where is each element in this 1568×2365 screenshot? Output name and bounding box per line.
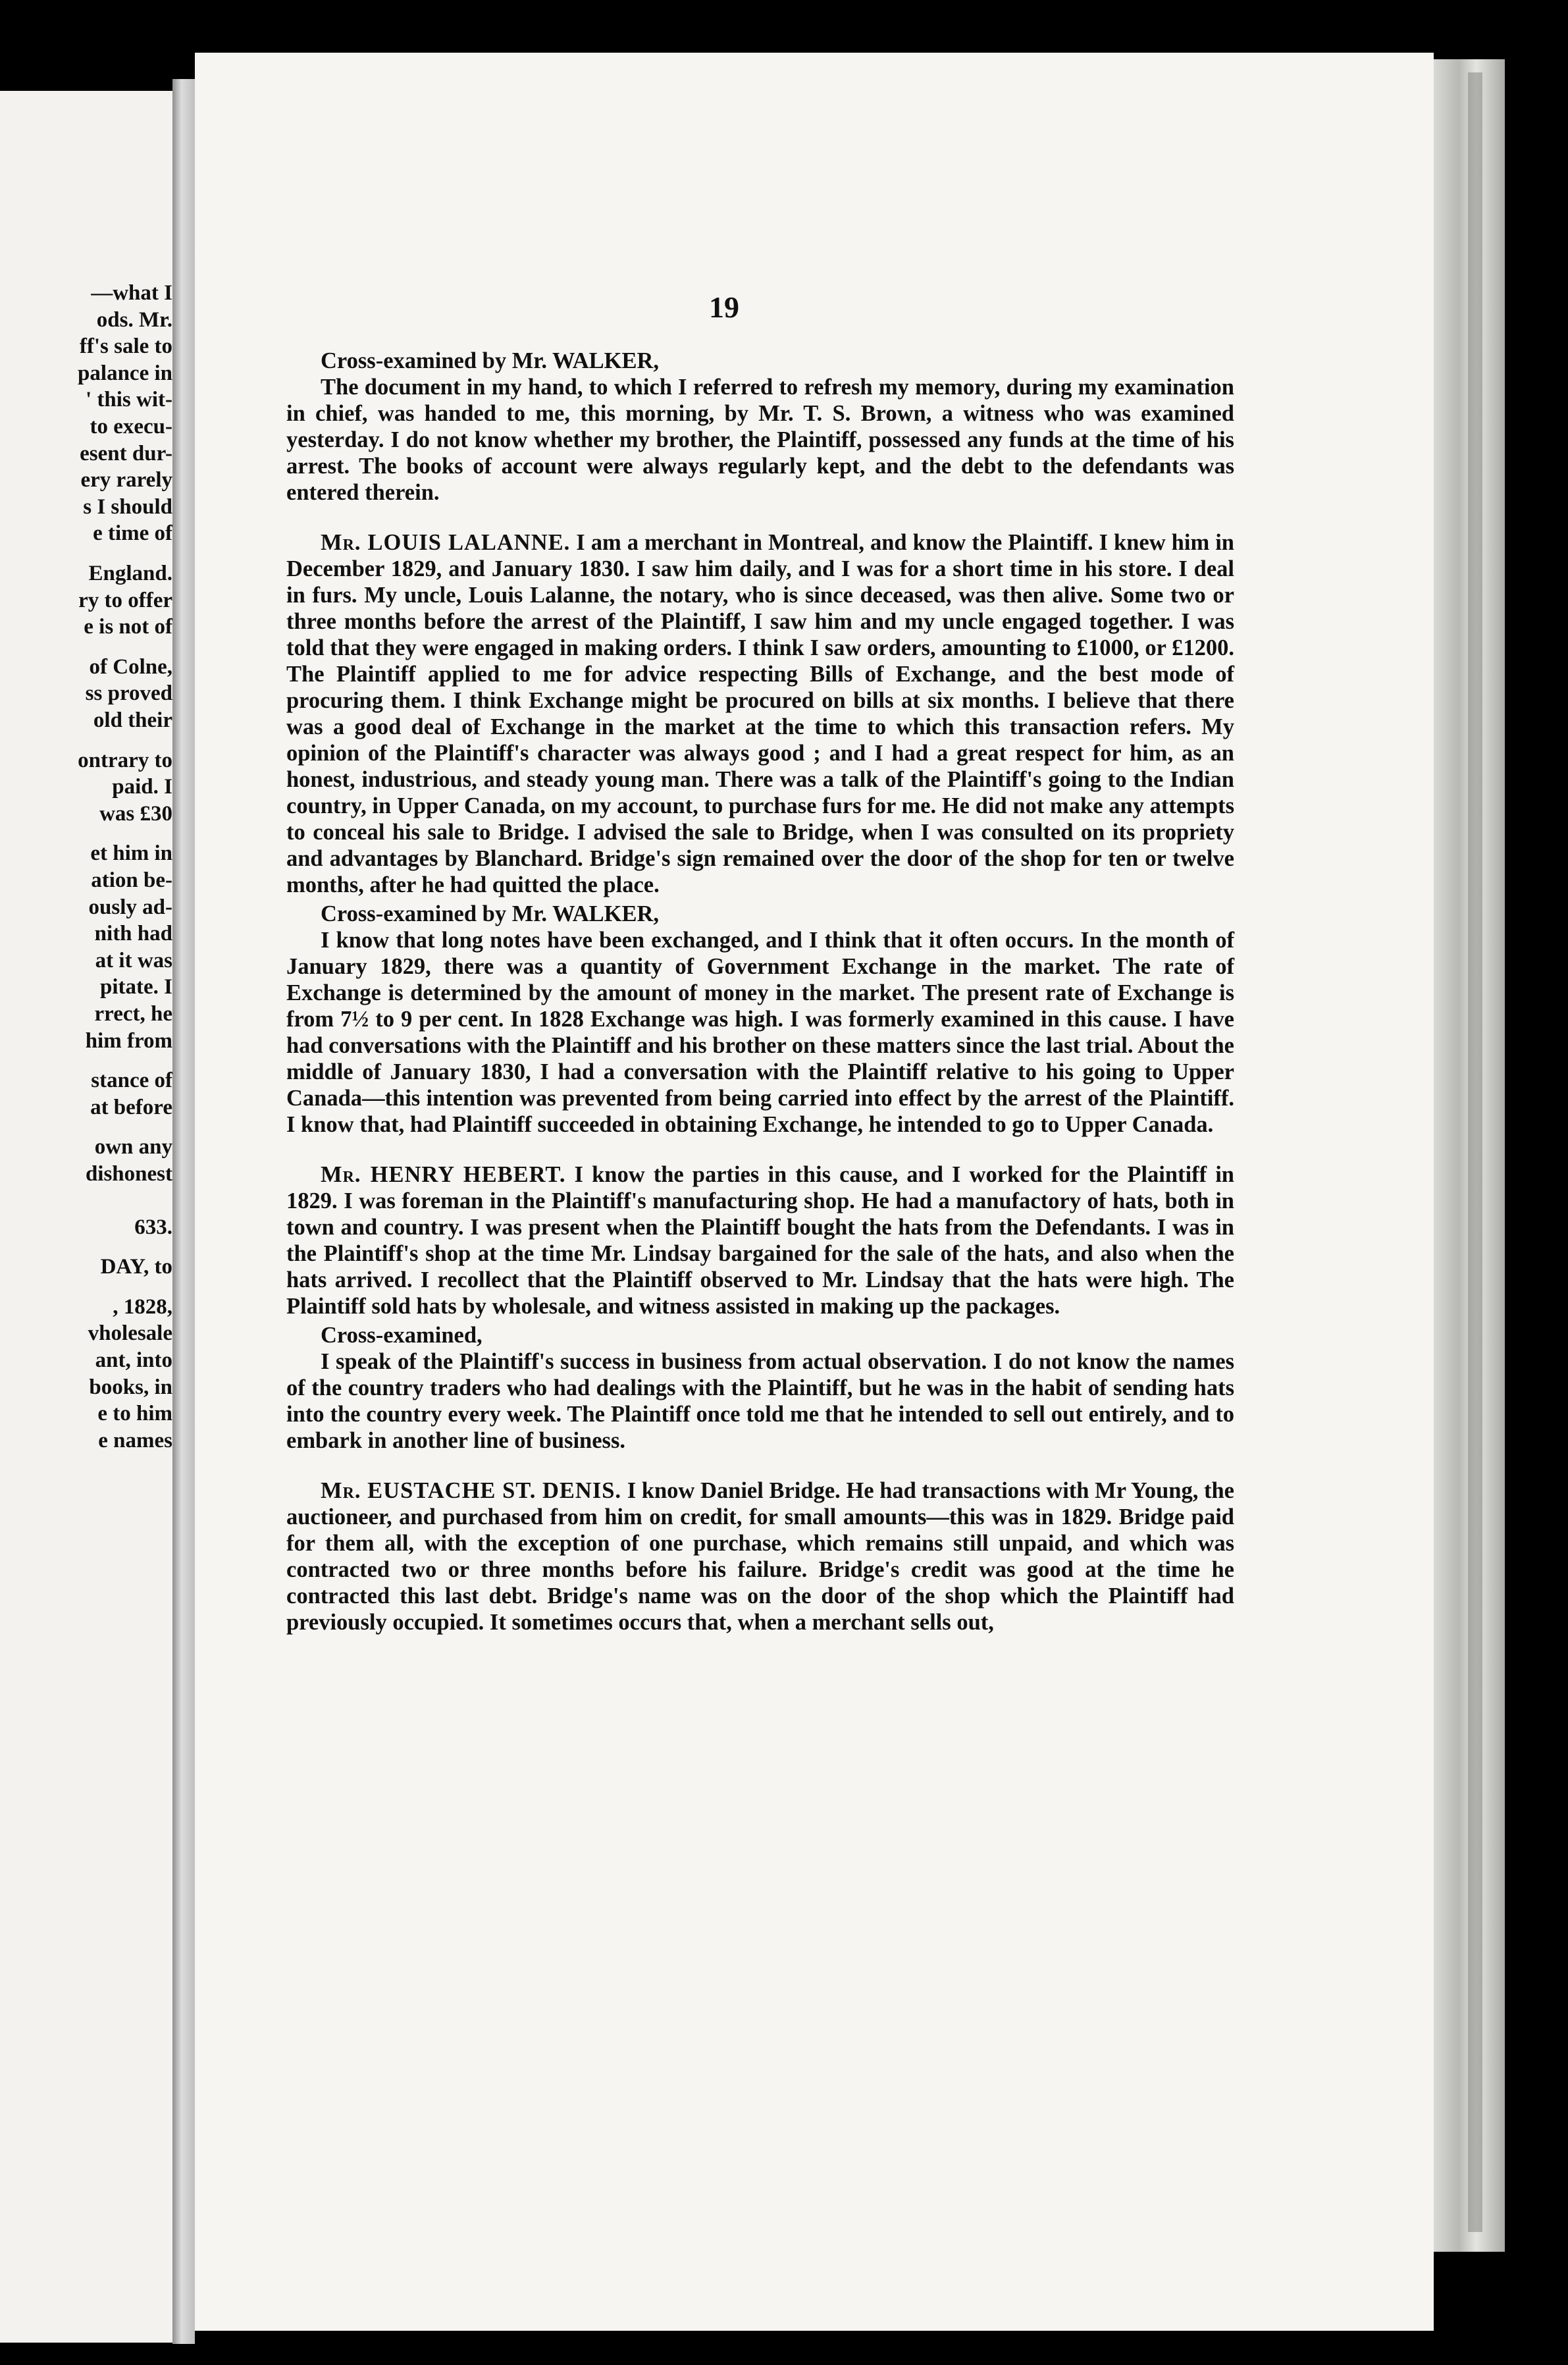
left-fragment-line: ant, into	[95, 1348, 172, 1372]
testimony-paragraph: I speak of the Plaintiff's success in business from actual observation. I do not know the names of the country traders who had dealings with the Plaintiff, but he was in the habit of sending hats into the country every week. The Plaintiff once told me that he intended to sell out entirely, and to embark in another line of business.	[286, 1349, 1234, 1453]
book-gutter	[172, 79, 195, 2344]
left-fragment-line: ss proved	[85, 681, 172, 706]
left-fragment-line: ' this wit-	[86, 388, 172, 412]
left-fragment-line: —what I	[91, 281, 172, 305]
left-fragment-line: own any	[94, 1135, 172, 1159]
left-fragment-line: et him in	[90, 841, 172, 866]
left-fragment-line: rrect, he	[94, 1002, 172, 1026]
left-fragment-line: was £30	[99, 801, 172, 826]
left-fragment-line: him from	[85, 1028, 172, 1053]
page-text	[286, 348, 1234, 1635]
left-fragment-line: e is not of	[84, 615, 172, 639]
left-fragment-line: ff's sale to	[79, 334, 172, 359]
testimony-text: I know the parties in this cause, and I worked for the Plaintiff in 1829. I was foreman in the Plaintiff's manufacturing shop. He had a manufactory of hats, both in town and country. I was present when the Plaintiff bought the hats from the Defendants. I was in the Plaintiff's shop at the time Mr. Lindsay bargained for the sale of the hats, and also when the hats arrived. I recollect that the Plaintiff observed to Mr. Lindsay that the hats were high. The Plaintiff sold hats by wholesale, and witness assisted in making up the packages.	[286, 1162, 1234, 1319]
left-fragment-line: s I should	[83, 494, 172, 519]
left-fragment-line: ery rarely	[80, 468, 172, 492]
left-fragment-line: at before	[90, 1095, 172, 1119]
left-fragment-line: , 1828,	[113, 1294, 172, 1319]
left-fragment-line: books, in	[89, 1375, 172, 1399]
left-fragment-line: dishonest	[85, 1162, 172, 1186]
testimony-text: I am a merchant in Montreal, and know the Plaintiff. I knew him in December 1829, and January 1830. I saw him daily, and I was for a short time in his store. I deal in furs. My uncle, Louis Lalanne, the notary, who is since deceased, was then alive. Some two or three months before the arrest of the Plaintiff, I saw him and my uncle engaged together. I was told that they were engaged in making orders. I think I saw orders, amounting to £1000, or £1200. The Plaintiff applied to me for advice respecting Bills of Exchange, and the best mode of procuring them. I think Exchange might be procured on bills at six months. I believe that there was a good deal of Exchange in the market at the time to which this transaction refers. My opinion of the Plaintiff's character was always good ; and I had a great respect for him, as an honest, industrious, and steady young man. There was a talk of the Plaintiff's going to the Indian country, in Upper Canada, on my account, to purchase furs for me. He did not make any attempts to conceal his sale to Bridge. I advised the sale to Bridge, when I was consulted on its propriety and advantages by Blanchard. Bridge's sign remained over the door of the shop for ten or twelve months, after he had quitted the place.	[286, 530, 1234, 897]
cross-examination-heading: Cross-examined by Mr. WALKER,	[321, 901, 660, 926]
left-fragment-line: of Colne,	[89, 654, 172, 679]
left-fragment-line: ry to offer	[78, 588, 172, 612]
left-fragment-line: e time of	[93, 521, 172, 546]
left-fragment-line: paid. I	[112, 775, 172, 799]
left-fragment-line: old their	[93, 708, 172, 732]
left-fragment-line: DAY, to	[100, 1255, 172, 1279]
left-fragment-line: at it was	[95, 948, 172, 972]
left-fragment-line: e names	[98, 1428, 172, 1452]
cross-examination-heading: Cross-examined,	[321, 1323, 483, 1348]
witness-name: Mr. HENRY HEBERT.	[321, 1162, 566, 1187]
testimony-text: I know Daniel Bridge. He had transactions with Mr Young, the auctioneer, and purchased from him on credit, for small amounts—this was in 1829. Bridge paid for them all, with the exception of one purchase, which remains still unpaid, and which was contracted two or three months before his failure. Bridge's credit was good at the time he contracted this last debt. Bridge's name was on the door of the shop which the Plaintiff had previously occupied. It sometimes occurs that, when a merchant sells out,	[286, 1478, 1234, 1635]
testimony-paragraph: I know that long notes have been exchanged, and I think that it often occurs. In the month of January 1829, there was a quantity of Government Exchange in the market. The rate of Exchange is determined by the amount of money in the market. The present rate of Exchange is from 7½ to 9 per cent. In 1828 Exchange was high. I was formerly examined in this cause. I have had conversations with the Plaintiff and his brother on these matters since the last trial. About the middle of January 1830, I had a conversation with the Plaintiff relative to his going to Upper Canada—this intention was prevented from being carried into effect by the arrest of the Plaintiff. I know that, had Plaintiff succeeded in obtaining Exchange, he intended to go to Upper Canada.	[286, 928, 1234, 1137]
cross-examination-heading: Cross-examined by Mr. WALKER,	[321, 348, 660, 373]
page-edge-shadow	[1468, 72, 1482, 2232]
left-fragment-line: pitate. I	[100, 975, 172, 999]
witness-testimony	[286, 529, 1234, 898]
left-fragment-line: stance of	[91, 1069, 172, 1093]
left-fragment-line: to execu-	[90, 415, 172, 438]
left-fragment-line: e to him	[97, 1402, 172, 1426]
left-fragment-line: ods. Mr.	[96, 307, 172, 332]
left-fragment-line: ontrary to	[78, 748, 172, 772]
left-fragment-line: 633.	[134, 1215, 172, 1239]
left-fragment-line: ation be-	[91, 868, 172, 892]
page-number: 19	[709, 290, 739, 324]
witness-testimony	[286, 1161, 1234, 1319]
witness-name: Mr. EUSTACHE ST. DENIS.	[321, 1478, 622, 1503]
witness-name: Mr. LOUIS LALANNE.	[321, 530, 571, 555]
left-fragment-line: esent dur-	[80, 441, 172, 465]
left-fragment-line: palance in	[78, 361, 172, 385]
left-fragment-line: nith had	[94, 922, 172, 946]
left-fragment-line: England.	[88, 562, 172, 585]
witness-testimony	[286, 1477, 1234, 1635]
left-fragment-line: vholesale	[88, 1321, 172, 1346]
testimony-paragraph: The document in my hand, to which I referred to refresh my memory, during my examination in chief, was handed to me, this morning, by Mr. T. S. Brown, a witness who was examined yesterday. I do not know whether my brother, the Plaintiff, possessed any funds at the time of his arrest. The books of account were always regularly kept, and the debt to the defendants was entered therein.	[286, 375, 1234, 505]
left-page-fragment	[0, 91, 172, 2343]
left-fragment-line: ously ad-	[88, 895, 172, 919]
